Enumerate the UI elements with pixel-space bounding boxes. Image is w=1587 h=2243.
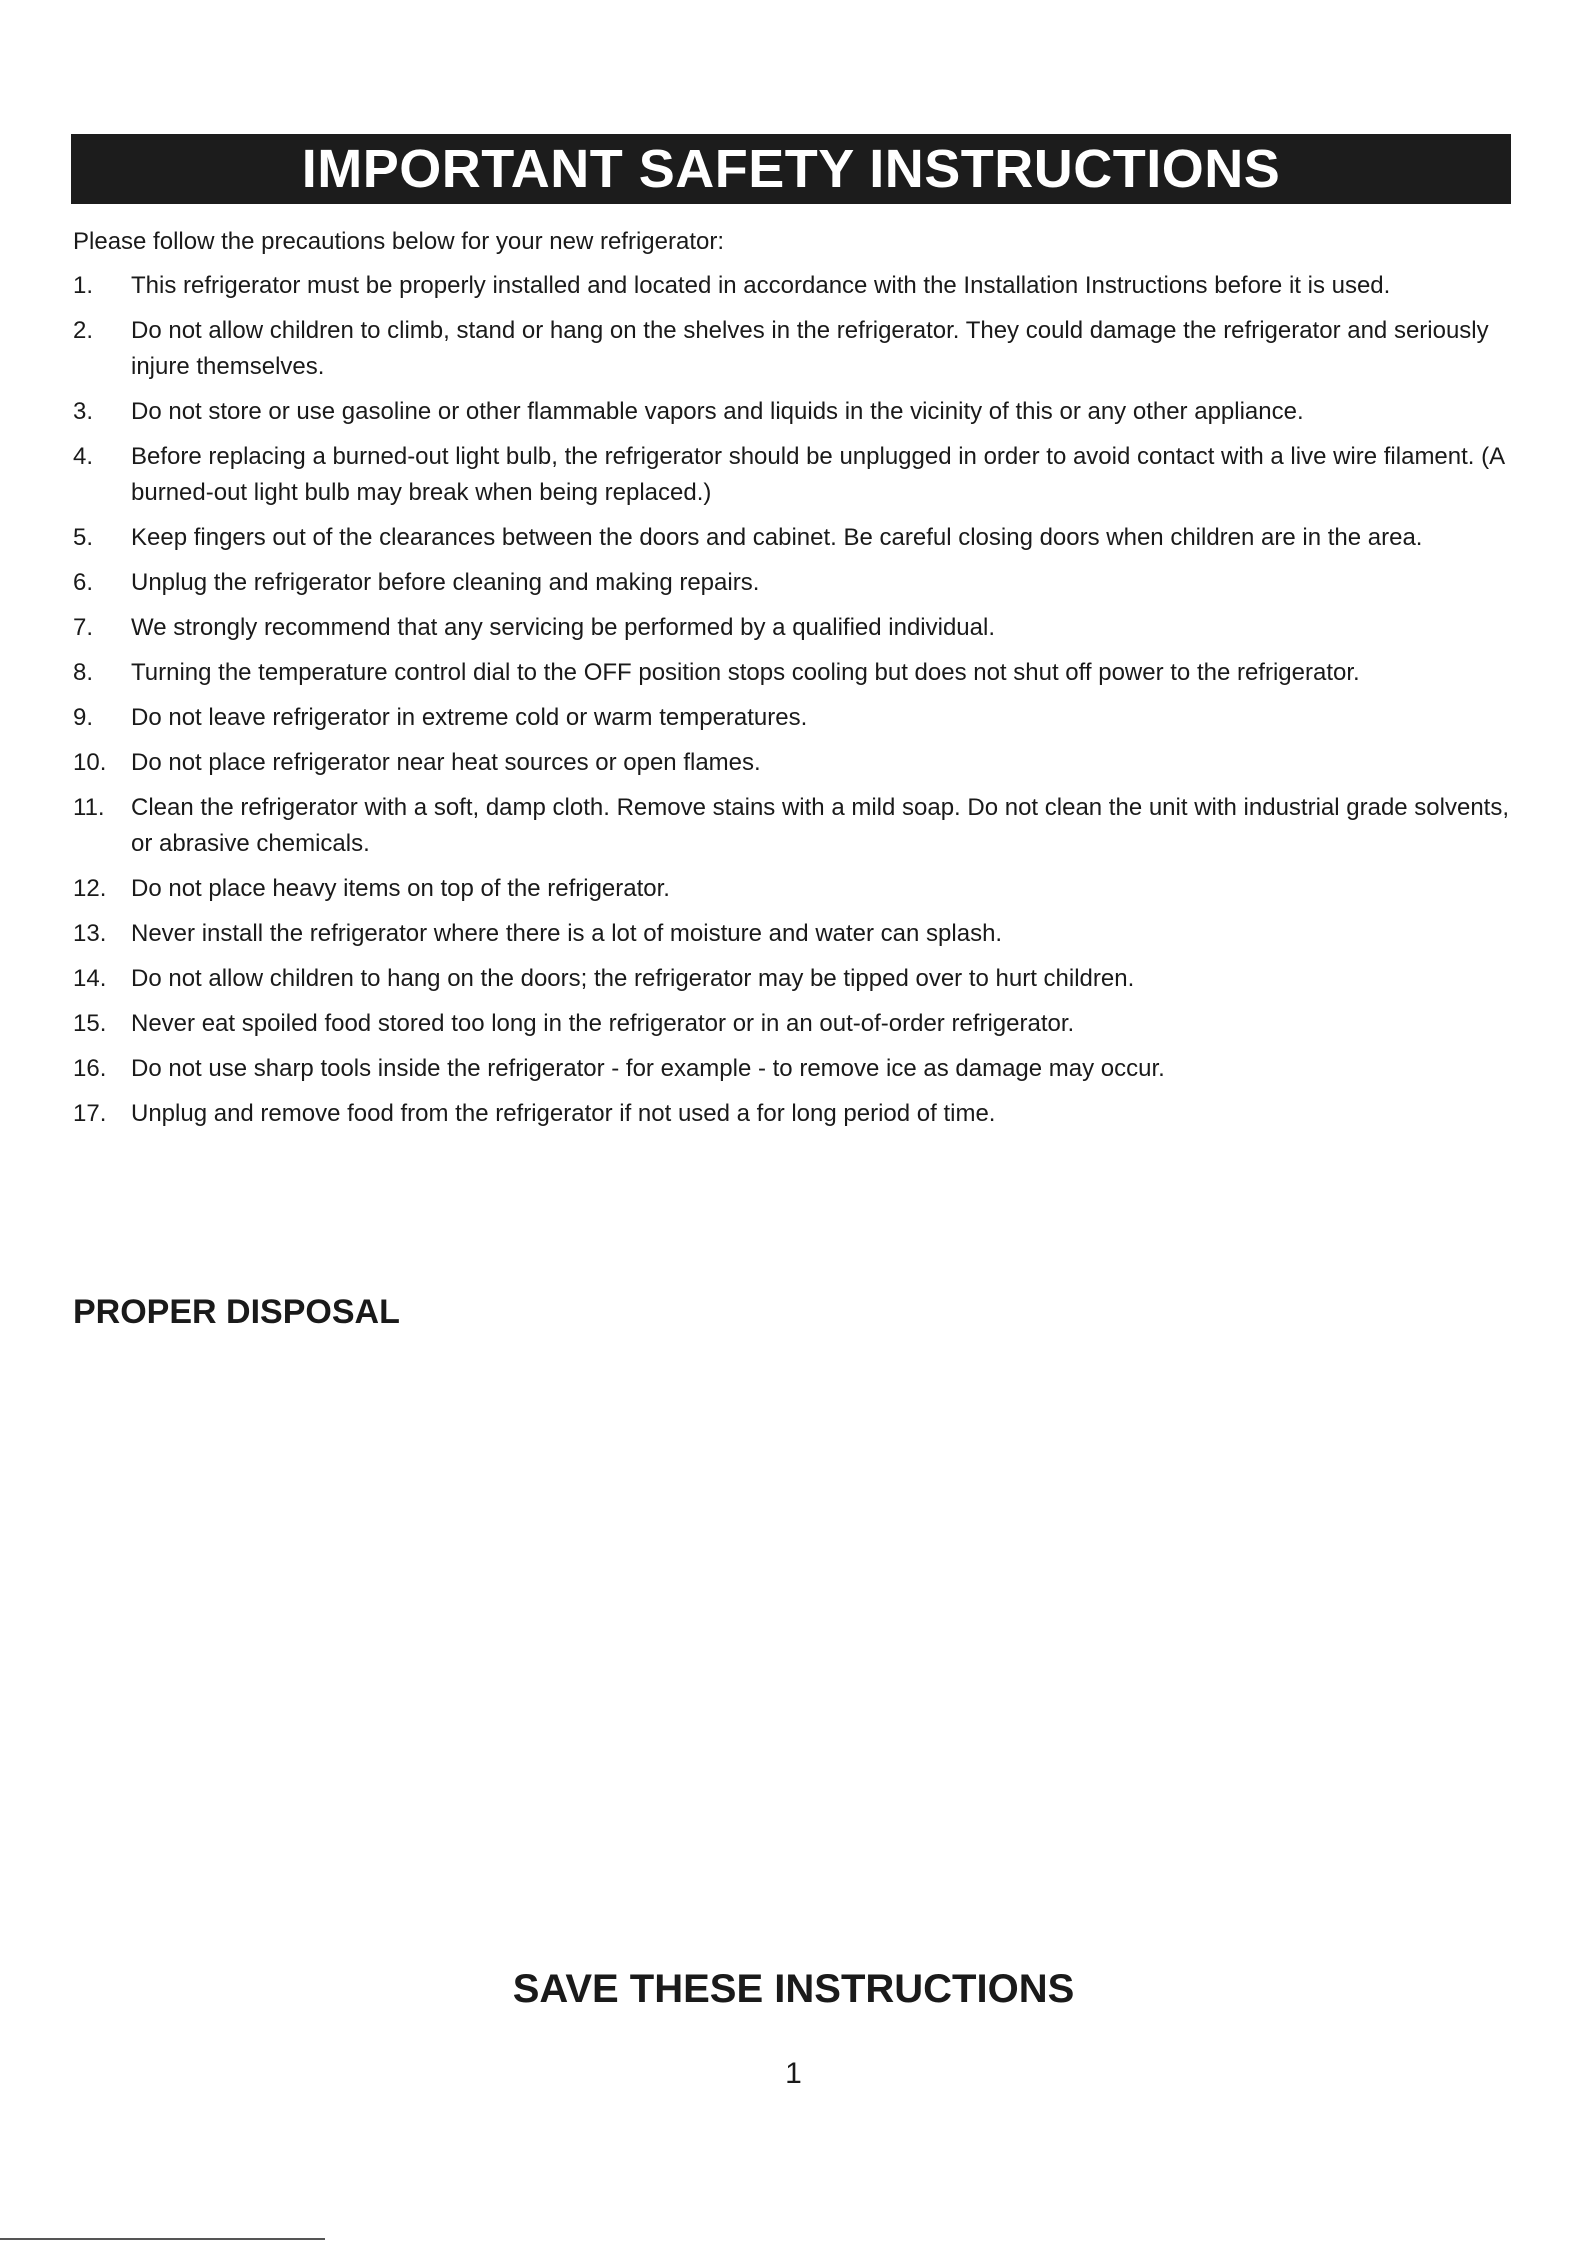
instruction-number: 4. [73, 443, 94, 470]
instruction-number: 1. [73, 272, 94, 299]
instruction-number: 10. [73, 749, 107, 776]
save-instructions-heading: SAVE THESE INSTRUCTIONS [512, 1967, 1075, 2011]
instruction-text: Do not allow children to climb, stand or hang on the shelves in the refrigerator. They could damage the refrigerator and seriously injure themselves. [131, 317, 1489, 380]
instruction-item [73, 790, 1513, 862]
instruction-item [73, 439, 1513, 511]
instruction-text: Do not store or use gasoline or other flammable vapors and liquids in the vicinity of this or any other appliance. [131, 398, 1304, 425]
instruction-item [73, 1096, 1513, 1132]
instruction-text: Never eat spoiled food stored too long in the refrigerator or in an out-of-order refrigerator. [131, 1010, 1075, 1037]
page-title: IMPORTANT SAFETY INSTRUCTIONS [71, 134, 1511, 204]
instruction-text: Do not place heavy items on top of the refrigerator. [131, 875, 670, 902]
instruction-item [73, 520, 1513, 556]
instruction-number: 9. [73, 704, 94, 731]
instruction-item [73, 1051, 1513, 1087]
instruction-item [73, 610, 1513, 646]
instruction-number: 12. [73, 875, 107, 902]
proper-disposal-heading: PROPER DISPOSAL [73, 1293, 400, 1331]
instruction-item [73, 565, 1513, 601]
bottom-divider [0, 2238, 325, 2240]
instruction-item [73, 961, 1513, 997]
instruction-text: Do not place refrigerator near heat sources or open flames. [131, 749, 761, 776]
instruction-text: Do not leave refrigerator in extreme cold or warm temperatures. [131, 704, 808, 731]
instruction-number: 3. [73, 398, 94, 425]
instruction-text: Before replacing a burned-out light bulb, the refrigerator should be unplugged in order to avoid contact with a live wire filament. (A burned-out light bulb may break when being replaced.) [131, 443, 1504, 506]
instruction-number: 2. [73, 317, 94, 344]
instruction-text: Unplug and remove food from the refrigerator if not used a for long period of time. [131, 1100, 996, 1127]
instruction-text: We strongly recommend that any servicing be performed by a qualified individual. [131, 614, 995, 641]
instruction-number: 5. [73, 524, 94, 551]
instruction-text: Keep fingers out of the clearances between the doors and cabinet. Be careful closing doors when children are in the area. [131, 524, 1423, 551]
instruction-item [73, 871, 1513, 907]
instruction-list [73, 268, 1513, 1141]
instruction-number: 17. [73, 1100, 107, 1127]
instruction-item [73, 745, 1513, 781]
instruction-text: Do not use sharp tools inside the refrigerator - for example - to remove ice as damage may occur. [131, 1055, 1165, 1082]
instruction-text: Never install the refrigerator where there is a lot of moisture and water can splash. [131, 920, 1003, 947]
instruction-item [73, 655, 1513, 691]
instruction-item [73, 268, 1513, 304]
instruction-number: 7. [73, 614, 94, 641]
page-number: 1 [785, 2057, 802, 2090]
instruction-text: Clean the refrigerator with a soft, damp cloth. Remove stains with a mild soap. Do not clean the unit with industrial grade solvents, or abrasive chemicals. [131, 794, 1510, 857]
instruction-item [73, 1006, 1513, 1042]
instruction-text: Turning the temperature control dial to the OFF position stops cooling but does not shut off power to the refrigerator. [131, 659, 1360, 686]
instruction-item [73, 394, 1513, 430]
instruction-number: 6. [73, 569, 94, 596]
instruction-text: Do not allow children to hang on the doors; the refrigerator may be tipped over to hurt children. [131, 965, 1135, 992]
instruction-number: 15. [73, 1010, 107, 1037]
instruction-text: This refrigerator must be properly installed and located in accordance with the Installation Instructions before it is used. [131, 272, 1391, 299]
instruction-text: Unplug the refrigerator before cleaning and making repairs. [131, 569, 760, 596]
instruction-number: 11. [73, 794, 105, 821]
instruction-number: 16. [73, 1055, 107, 1082]
instruction-item [73, 916, 1513, 952]
instruction-item [73, 700, 1513, 736]
instruction-number: 13. [73, 920, 107, 947]
intro-text: Please follow the precautions below for your new refrigerator: [73, 228, 724, 255]
instruction-number: 14. [73, 965, 107, 992]
instruction-number: 8. [73, 659, 94, 686]
instruction-item [73, 313, 1513, 385]
